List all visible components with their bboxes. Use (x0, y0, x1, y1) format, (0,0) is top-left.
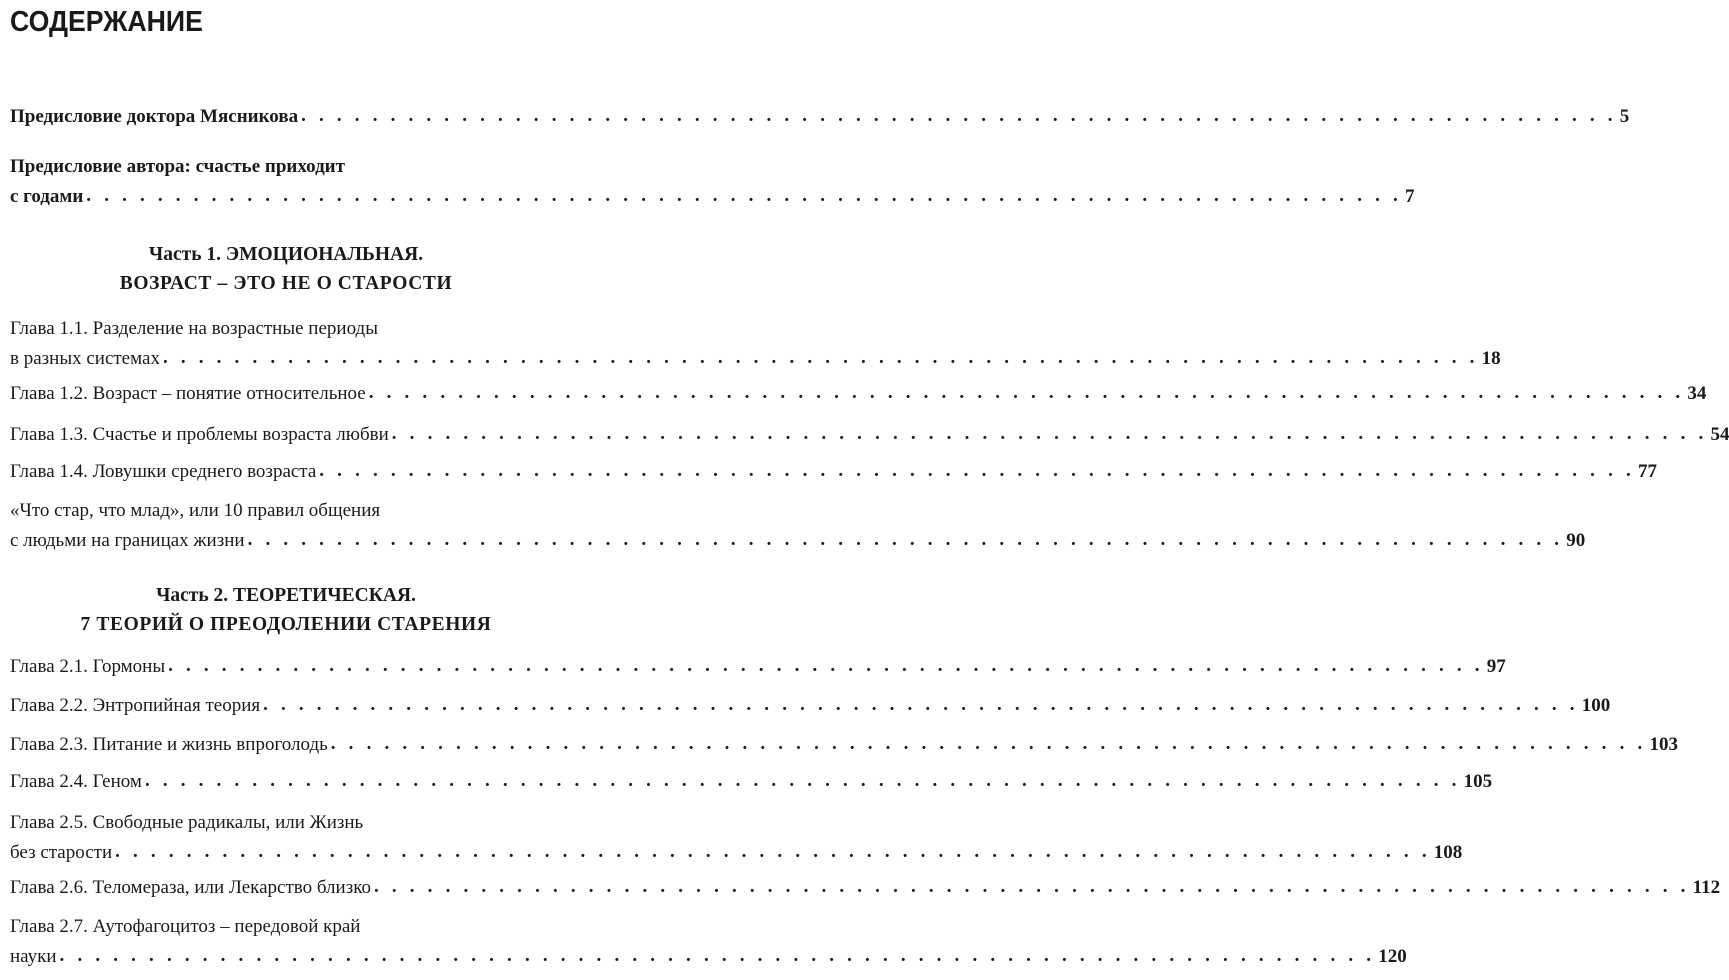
entry-title: Глава 1.3. Счастье и проблемы возраста любви (10, 424, 389, 445)
entry-title: науки (10, 946, 57, 967)
entry-title-line1: Глава 2.5. Свободные радикалы, или Жизнь (10, 812, 364, 833)
entry-title-line1: Глава 2.7. Аутофагоцитоз – передовой край (10, 916, 361, 937)
toc-entry[interactable] (10, 496, 1586, 556)
toc-entry[interactable] (10, 730, 1678, 760)
toc-entry[interactable] (10, 767, 1493, 797)
dot-leader: . . . . . . . . . . . . . . . . . . . . . . . . . . . . . . . . . . . . . . . . . . . . . . . . . . . . . . . . . . . . . . . . . . . . . . . . . . (330, 733, 1647, 754)
part-heading (0, 240, 572, 298)
page-number: 34 (1687, 383, 1707, 404)
page-number: 5 (1619, 106, 1630, 127)
toc-entry[interactable] (10, 102, 1630, 132)
entry-title: Глава 1.2. Возраст – понятие относительное (10, 383, 366, 404)
page-number: 108 (1433, 842, 1463, 863)
entry-title-line1: «Что стар, что млад», или 10 правил общения (10, 500, 381, 521)
page-number: 77 (1637, 461, 1657, 482)
entry-title-line1: Глава 1.1. Разделение на возрастные периоды (10, 318, 378, 339)
page-number: 100 (1581, 695, 1611, 716)
page-number: 112 (1692, 877, 1721, 898)
entry-title: Глава 2.6. Теломераза, или Лекарство близко (10, 877, 371, 898)
toc-entry[interactable] (10, 808, 1463, 868)
page-title: СОДЕРЖАНИЕ (10, 6, 203, 38)
toc-entry[interactable] (10, 457, 1657, 487)
entry-title: с людьми на границах жизни (10, 530, 245, 551)
dot-leader: . . . . . . . . . . . . . . . . . . . . . . . . . . . . . . . . . . . . . . . . . . . . . . . . . . . . . . . . . . . . . . . . . . . . . . . . . . (86, 185, 1402, 206)
dot-leader: . . . . . . . . . . . . . . . . . . . . . . . . . . . . . . . . . . . . . . . . . . . . . . . . . . . . . . . . . . . . . . . . . . . . . . . . . . (391, 423, 1708, 444)
entry-title: Глава 2.3. Питание и жизнь впроголодь (10, 734, 328, 755)
entry-title: Глава 2.4. Геном (10, 771, 142, 792)
toc-entry[interactable] (10, 314, 1501, 374)
part-heading-line2: ВОЗРАСТ – ЭТО НЕ О СТАРОСТИ (119, 273, 453, 294)
dot-leader: . . . . . . . . . . . . . . . . . . . . . . . . . . . . . . . . . . . . . . . . . . . . . . . . . . . . . . . . . . . . . . . . . . . . . . . . . . (59, 945, 1376, 966)
entry-title: с годами (10, 186, 84, 207)
dot-leader: . . . . . . . . . . . . . . . . . . . . . . . . . . . . . . . . . . . . . . . . . . . . . . . . . . . . . . . . . . . . . . . . . . . . . . . . . . (115, 841, 1431, 862)
page-number: 97 (1486, 656, 1506, 677)
page-number: 90 (1566, 530, 1586, 551)
dot-leader: . . . . . . . . . . . . . . . . . . . . . . . . . . . . . . . . . . . . . . . . . . . . . . . . . . . . . . . . . . . . . . . . . . . . . . . . . . (144, 770, 1461, 791)
page-number: 103 (1649, 734, 1678, 755)
entry-title: Глава 2.1. Гормоны (10, 656, 166, 677)
page-number: 105 (1463, 771, 1493, 792)
part-heading-line1: Часть 1. ЭМОЦИОНАЛЬНАЯ. (148, 244, 424, 265)
page-number: 18 (1481, 348, 1501, 369)
part-heading-line1: Часть 2. ТЕОРЕТИЧЕСКАЯ. (156, 585, 416, 606)
toc-entry[interactable] (10, 420, 1729, 450)
toc-entry[interactable] (10, 691, 1611, 721)
dot-leader: . . . . . . . . . . . . . . . . . . . . . . . . . . . . . . . . . . . . . . . . . . . . . . . . . . . . . . . . . . . . . . . . . . . . . . . . . . (319, 460, 1635, 481)
page-number: 7 (1404, 186, 1415, 207)
dot-leader: . . . . . . . . . . . . . . . . . . . . . . . . . . . . . . . . . . . . . . . . . . . . . . . . . . . . . . . . . . . . . . . . . . . . . . . . . . (373, 876, 1690, 897)
part-heading-line2: 7 ТЕОРИЙ О ПРЕОДОЛЕНИИ СТАРЕНИЯ (80, 614, 492, 635)
toc-entry[interactable] (10, 652, 1506, 682)
page-number: 54 (1710, 424, 1729, 445)
dot-leader: . . . . . . . . . . . . . . . . . . . . . . . . . . . . . . . . . . . . . . . . . . . . . . . . . . . . . . . . . . . . . . . . . . . . . . . . . . (168, 655, 1484, 676)
toc-entry[interactable] (10, 873, 1721, 903)
dot-leader: . . . . . . . . . . . . . . . . . . . . . . . . . . . . . . . . . . . . . . . . . . . . . . . . . . . . . . . . . . . . . . . . . . . . . . . . . . (368, 382, 1685, 403)
entry-title-line1: Предисловие автора: счастье приходит (10, 156, 345, 177)
entry-title: в разных системах (10, 348, 160, 369)
entry-title: без старости (10, 842, 113, 863)
toc-entry[interactable] (10, 379, 1707, 409)
page-number: 120 (1378, 946, 1407, 967)
dot-leader: . . . . . . . . . . . . . . . . . . . . . . . . . . . . . . . . . . . . . . . . . . . . . . . . . . . . . . . . . . . . . . . . . . . . . . . . . . (247, 529, 1564, 550)
dot-leader: . . . . . . . . . . . . . . . . . . . . . . . . . . . . . . . . . . . . . . . . . . . . . . . . . . . . . . . . . . . . . . . . . . . . . . . . . . (162, 347, 1479, 368)
toc-entry[interactable] (10, 152, 1415, 212)
dot-leader: . . . . . . . . . . . . . . . . . . . . . . . . . . . . . . . . . . . . . . . . . . . . . . . . . . . . . . . . . . . . . . . . . . . . . . . . . . (263, 694, 1579, 715)
part-heading (0, 581, 572, 639)
dot-leader: . . . . . . . . . . . . . . . . . . . . . . . . . . . . . . . . . . . . . . . . . . . . . . . . . . . . . . . . . . . . . . . . . . . . . . . . . . (301, 105, 1617, 126)
entry-title: Глава 1.4. Ловушки среднего возраста (10, 461, 317, 482)
entry-title: Глава 2.2. Энтропийная теория (10, 695, 261, 716)
entry-title: Предисловие доктора Мясникова (10, 106, 299, 127)
toc-entry[interactable] (10, 912, 1407, 972)
